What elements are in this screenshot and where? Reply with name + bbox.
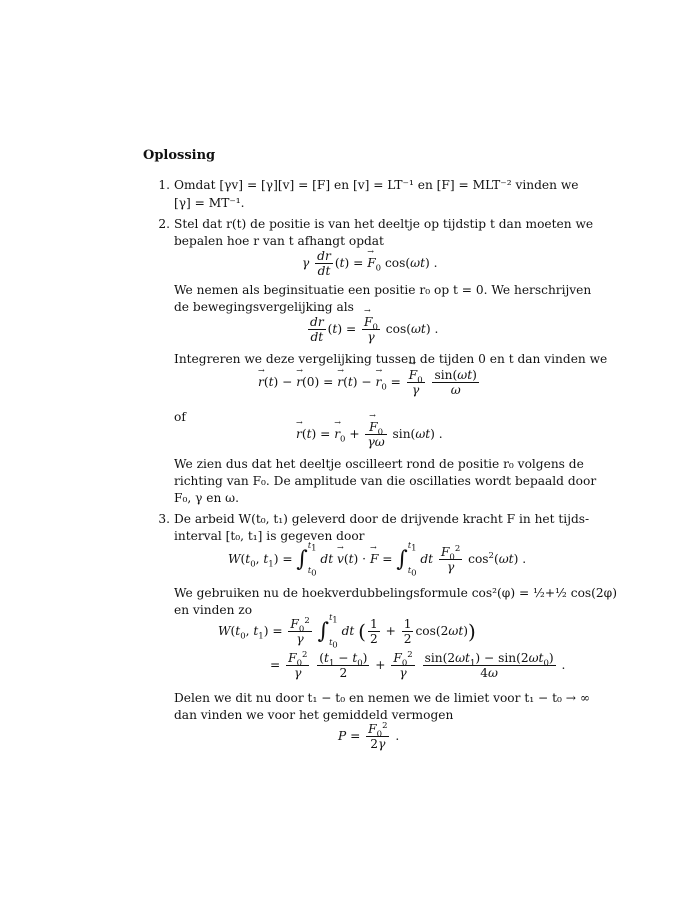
equation-position: → r(t) = → $r_0$ + → $\frac{F_0}{\gamma\omega}$ sin(ωt) .	[296, 420, 443, 449]
text-line: Stel dat r(t) de positie is van het deeltje op tijdstip t dan moeten we	[174, 217, 594, 231]
item-number: 3.	[158, 512, 170, 526]
text-line: richting van F₀. De amplitude van die oscillaties wordt bepaald door	[174, 474, 597, 488]
text-line: dan vinden we voor het gemiddeld vermogen	[174, 708, 454, 722]
text-line: We zien dus dat het deeltje oscilleert rond de positie r₀ volgens de	[174, 457, 584, 471]
equation-integrated: → r(t) − → r(0) = → r(t) − → $r_0$ = → $\frac{F_0}{\gamma}$ $\frac{\sin(\omega t)}{\omega}$	[258, 368, 481, 397]
text-line: [γ] = MT⁻¹.	[174, 196, 245, 210]
text-line: en vinden zo	[174, 603, 253, 617]
equation-motion: γ $\frac{d\to r}{dt}$ (t) = → $F_0$ cos(ωt) .	[302, 249, 438, 278]
equation-power: P = $\frac{F_0^2}{2\gamma}$ .	[338, 720, 400, 752]
equation-work: $W(t_0$, $t_1$) = ∫ $t_1$ $t_0$ dt → v(t) · → F = ∫ $t_1$ $t_0$ dt $\frac{F_0^2}{\gamma}$ $\cos^2(\omega t)$ .	[228, 545, 526, 574]
text-line: Delen we dit nu door t₁ − t₀ en nemen we de limiet voor t₁ − t₀ → ∞	[174, 691, 590, 705]
section-heading: Oplossing	[143, 148, 216, 163]
item-number: 2.	[158, 217, 170, 231]
item-number: 1.	[158, 178, 170, 192]
text-line: of	[174, 410, 186, 424]
text-line: interval [t₀, t₁] is gegeven door	[174, 529, 365, 543]
equation-work-expanded-1: $W(t_0$, $t_1$) = $\frac{F_0^2}{\gamma}$ ∫ $t_1$ $t_0$ dt ( $\frac{1}{2}$ + $\frac{1}{2}$ cos(2ωt))	[218, 612, 476, 651]
text-line: F₀, γ en ω.	[174, 491, 239, 505]
text-line: We nemen als beginsituatie een positie r₀ op t = 0. We herschrijven	[174, 283, 592, 297]
text-line: Omdat [γv] = [γ][v] = [F] en [v] = LT⁻¹ en [F] = MLT⁻² vinden we	[174, 178, 579, 192]
text-line: bepalen hoe r van t afhangt opdat	[174, 234, 384, 248]
text-line: De arbeid W(t₀, t₁) geleverd door de drijvende kracht F in het tijds-	[174, 512, 590, 526]
text-line: Integreren we deze vergelijking tussen de tijden 0 en t dan vinden we	[174, 352, 608, 366]
equation-work-expanded-2: = $\frac{F_0^2}{\gamma}$ $\frac{(t_1 - t_0)}{2}$ + $\frac{F_0^2}{\gamma}$ $\frac{\sin(2\omega t_1) - \sin(2\omega t_0)}{4\omega}$ .	[270, 649, 566, 681]
equation-rewritten: $\frac{d\to r}{dt}$ (t) = → $\frac{F_0}{\gamma}$ cos(ωt) .	[306, 315, 438, 344]
text-line: de bewegingsvergelijking als	[174, 300, 354, 314]
text-line: We gebruiken nu de hoekverdubbelingsformule cos²(φ) = ½+½ cos(2φ)	[174, 586, 617, 600]
